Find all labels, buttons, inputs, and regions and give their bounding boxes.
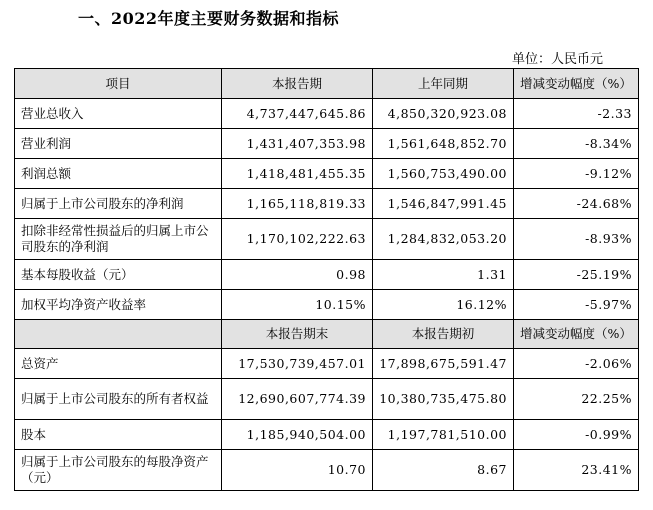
- current-value: 17,530,739,457.01: [222, 349, 373, 379]
- change-value: -24.68%: [514, 189, 639, 219]
- financial-table: [14, 68, 639, 491]
- prior-value: 1,197,781,510.00: [373, 420, 514, 450]
- row-label: 基本每股收益（元）: [15, 260, 222, 290]
- change-value: -8.93%: [514, 219, 639, 260]
- current-value: 12,690,607,774.39: [222, 379, 373, 420]
- change-value: -9.12%: [514, 159, 639, 189]
- table-row: [15, 129, 639, 159]
- row-label: 加权平均净资产收益率: [15, 290, 222, 320]
- table-row: [15, 260, 639, 290]
- change-value: 23.41%: [514, 450, 639, 491]
- row-label: 归属于上市公司股东的每股净资产（元）: [15, 450, 222, 491]
- current-value: 0.98: [222, 260, 373, 290]
- table-row: [15, 159, 639, 189]
- column-header-item: [15, 320, 222, 349]
- current-value: 1,165,118,819.33: [222, 189, 373, 219]
- row-label: 总资产: [15, 349, 222, 379]
- prior-value: 1.31: [373, 260, 514, 290]
- prior-value: 4,850,320,923.08: [373, 99, 514, 129]
- table-row: [15, 219, 639, 260]
- currency-unit: 单位：人民币元: [511, 52, 603, 67]
- change-value: -2.06%: [514, 349, 639, 379]
- current-value: 10.15%: [222, 290, 373, 320]
- current-value: 10.70: [222, 450, 373, 491]
- row-label: 营业总收入: [15, 99, 222, 129]
- row-label: 归属于上市公司股东的净利润: [15, 189, 222, 219]
- change-value: -8.34%: [514, 129, 639, 159]
- column-header-prior: 上年同期: [373, 69, 514, 99]
- current-value: 1,431,407,353.98: [222, 129, 373, 159]
- table-subheader-row: [15, 320, 639, 349]
- row-label: 扣除非经常性损益后的归属上市公司股东的净利润: [15, 219, 222, 260]
- current-value: 1,170,102,222.63: [222, 219, 373, 260]
- prior-value: 1,284,832,053.20: [373, 219, 514, 260]
- change-value: 22.25%: [514, 379, 639, 420]
- prior-value: 10,380,735,475.80: [373, 379, 514, 420]
- prior-value: 1,546,847,991.45: [373, 189, 514, 219]
- change-value: -0.99%: [514, 420, 639, 450]
- current-value: 1,185,940,504.00: [222, 420, 373, 450]
- column-header-current: 本报告期: [222, 69, 373, 99]
- row-label: 营业利润: [15, 129, 222, 159]
- prior-value: 1,560,753,490.00: [373, 159, 514, 189]
- change-value: -5.97%: [514, 290, 639, 320]
- row-label: 利润总额: [15, 159, 222, 189]
- prior-value: 17,898,675,591.47: [373, 349, 514, 379]
- row-label: 归属于上市公司股东的所有者权益: [15, 379, 222, 420]
- table-row: [15, 379, 639, 420]
- column-header-change: 增减变动幅度（%）: [514, 69, 639, 99]
- change-value: -25.19%: [514, 260, 639, 290]
- table-row: [15, 99, 639, 129]
- prior-value: 1,561,648,852.70: [373, 129, 514, 159]
- table-row: [15, 290, 639, 320]
- table-header-row: [15, 69, 639, 99]
- change-value: -2.33: [514, 99, 639, 129]
- table-row: [15, 349, 639, 379]
- current-value: 1,418,481,455.35: [222, 159, 373, 189]
- section-title: 一、2022年度主要财务数据和指标: [78, 9, 340, 28]
- column-header-period-end: 本报告期末: [222, 320, 373, 349]
- column-header-period-start: 本报告期初: [373, 320, 514, 349]
- column-header-item: 项目: [15, 69, 222, 99]
- current-value: 4,737,447,645.86: [222, 99, 373, 129]
- column-header-change: 增减变动幅度（%）: [514, 320, 639, 349]
- table-row: [15, 189, 639, 219]
- prior-value: 8.67: [373, 450, 514, 491]
- prior-value: 16.12%: [373, 290, 514, 320]
- table-row: [15, 450, 639, 491]
- row-label: 股本: [15, 420, 222, 450]
- table-row: [15, 420, 639, 450]
